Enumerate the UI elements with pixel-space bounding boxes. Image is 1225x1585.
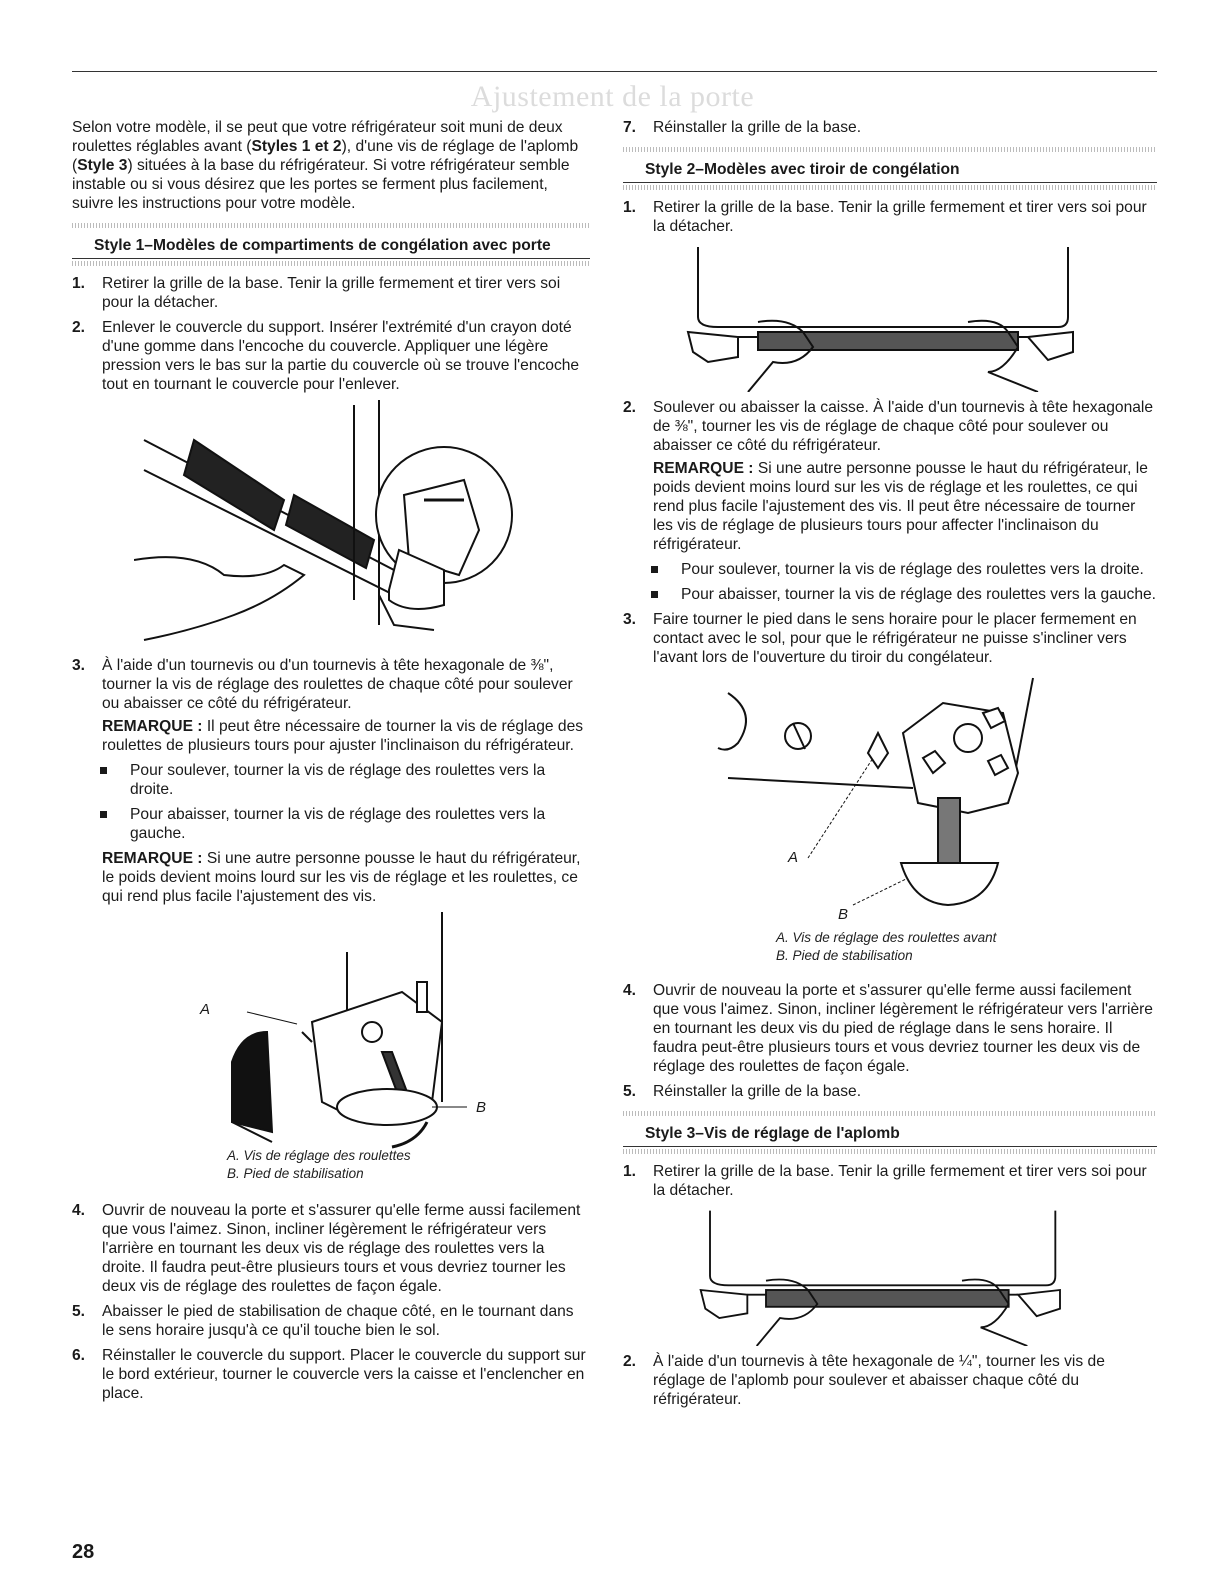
step-3: 3. À l'aide d'un tournevis ou d'un tournevis à tête hexagonale de ⅜", tourner la vis de réglage des roulettes de chaque côté pour soulever ou abaisser ce côté du réfrigérateur. REMARQUE : Il peut être nécessaire de tourner la vis de réglage des roulettes de plusieurs tours pour ajuster l'inclinaison du réfrigérateur. bbox=[72, 656, 590, 755]
style2-step-3: 3. Faire tourner le pied dans le sens horaire pour le placer fermement en contact avec le sol, pour que le réfrigérateur ne puisse s'incliner vers l'avant lors de l'ouverture du tiroir du congélateur. bbox=[623, 611, 1137, 666]
note-2: REMARQUE : Si une autre personne pousse le haut du réfrigérateur, le poids devient moins lourd sur les vis de réglage et les roulettes, ce qui rend plus facile l'ajustement des vis. bbox=[102, 850, 581, 905]
section-divider bbox=[72, 223, 590, 228]
step-4: 4. Ouvrir de nouveau la porte et s'assurer qu'elle ferme aussi facilement que vous l'aimez. Sinon, incliner légèrement le réfrigérateur vers l'arrière en tournant les deux vis de réglage des roulettes vers la droite. Il faudra peut-être plusieurs tours et vous devriez tourner les deux vis de réglage des roulettes de façon égale. bbox=[72, 1202, 581, 1295]
section-divider bbox=[623, 185, 1157, 190]
bullet-icon bbox=[651, 591, 658, 598]
top-rule bbox=[72, 71, 1157, 72]
caption-b: B. Pied de stabilisation bbox=[776, 948, 913, 963]
style3-heading: Style 3–Vis de réglage de l'aplomb bbox=[623, 1124, 1157, 1147]
step-1: 1. Retirer la grille de la base. Tenir la grille fermement et tirer vers soi pour la détacher. bbox=[72, 275, 561, 311]
cover-removal-illustration bbox=[134, 400, 534, 650]
step-2: 2. Enlever le couvercle du support. Insérer l'extrémité d'un crayon doté d'une gomme dans l'encoche du couvercle. Appliquer une légère pression vers le bas sur la partie du couvercle où se trouve l'encoche tout en tournant le couvercle pour l'enlever. bbox=[72, 319, 580, 393]
callout-b: B bbox=[476, 1099, 487, 1116]
bullet-icon bbox=[651, 566, 658, 573]
page-number: 28 bbox=[72, 1541, 95, 1563]
bullet-raise: Pour soulever, tourner la vis de réglage des roulettes vers la droite. bbox=[72, 761, 590, 799]
stabilizing-foot-illustration bbox=[623, 673, 1157, 913]
style1-heading: Style 1–Modèles de compartiments de congélation avec porte bbox=[72, 236, 590, 259]
caption-b: B. Pied de stabilisation bbox=[227, 1166, 364, 1181]
style3-step-1: 1. Retirer la grille de la base. Tenir la grille fermement et tirer vers soi pour la détacher. bbox=[623, 1163, 1147, 1199]
style2-step-2: 2. Soulever ou abaisser la caisse. À l'aide d'un tournevis à tête hexagonale de ⅜", tourner les vis de réglage de chaque côté pour soulever ou abaisser ce côté du réfrigérateur. REMARQUE : Si une autre personne pousse le haut du réfrigérateur, le poids devient moins lourd sur les vis de réglage et les roulettes, ce qui rend plus facile l'ajustement des vis. Il peut être nécessaire de tourner les vis de réglage de plusieurs tours pour affecter l'inclinaison du réfrigérateur. bbox=[623, 398, 1157, 554]
style2-note: REMARQUE : Si une autre personne pousse le haut du réfrigérateur, le poids devient moins lourd sur les vis de réglage et les roulettes, ce qui rend plus facile l'ajustement des vis. Il peut être nécessaire de tourner les vis de réglage de plusieurs tours pour affecter l'inclinaison du réfrigérateur. bbox=[653, 460, 1148, 553]
note-1: REMARQUE : Il peut être nécessaire de tourner la vis de réglage des roulettes de plusieurs tours pour ajuster l'inclinaison du réfrigérateur. bbox=[102, 718, 584, 754]
callout-b: B bbox=[838, 906, 849, 923]
style2-step-1: 1. Retirer la grille de la base. Tenir la grille fermement et tirer vers soi pour la détacher. bbox=[623, 199, 1147, 235]
bullet-icon bbox=[100, 811, 107, 818]
style2-heading: Style 2–Modèles avec tiroir de congélation bbox=[623, 160, 1157, 183]
bullet-icon bbox=[100, 767, 107, 774]
right-column bbox=[623, 118, 1157, 1415]
step-6: 6. Réinstaller le couvercle du support. Placer le couvercle du support sur le bord extérieur, tourner le couvercle vers la caisse et l'enclencher en place. bbox=[72, 1347, 586, 1402]
bullet-lower: Pour abaisser, tourner la vis de réglage des roulettes vers la gauche. bbox=[72, 805, 590, 843]
style2-bullet-raise: Pour soulever, tourner la vis de réglage des roulettes vers la droite. bbox=[623, 560, 1157, 579]
grille-removal-illustration bbox=[678, 242, 1078, 392]
callout-a: A bbox=[788, 849, 799, 866]
caption-a: A. Vis de réglage des roulettes bbox=[227, 1148, 411, 1163]
section-divider bbox=[623, 147, 1157, 152]
step-7: 7. Réinstaller la grille de la base. bbox=[623, 119, 862, 136]
roller-adjustment-illustration bbox=[72, 912, 590, 1157]
step-5: 5. Abaisser le pied de stabilisation de chaque côté, en le tournant dans le sens horaire jusqu'à ce qu'il touche bien le sol. bbox=[72, 1303, 574, 1339]
section-divider bbox=[623, 1149, 1157, 1154]
callout-a: A bbox=[200, 1001, 211, 1018]
section-divider bbox=[72, 261, 590, 266]
style2-step-4: 4. Ouvrir de nouveau la porte et s'assurer qu'elle ferme aussi facilement que vous l'aimez. Sinon, incliner légèrement le réfrigérateur vers l'arrière en tournant les deux vis du pied de réglage dans le sens horaire. Il faudra peut-être plusieurs tours et vous devriez tourner les deux vis de réglage des roulettes de façon égale. bbox=[623, 982, 1153, 1075]
foot-figure bbox=[623, 673, 1157, 963]
left-column bbox=[72, 118, 590, 1409]
style3-step-2: 2. À l'aide d'un tournevis à tête hexagonale de ¼", tourner les vis de réglage de l'aplomb pour soulever et abaisser chaque côté du réfrigérateur. bbox=[623, 1353, 1105, 1408]
style2-step-5: 5. Réinstaller la grille de la base. bbox=[623, 1083, 862, 1100]
section-divider bbox=[623, 1111, 1157, 1116]
style2-bullet-lower: Pour abaisser, tourner la vis de réglage des roulettes vers la gauche. bbox=[623, 585, 1157, 604]
intro-paragraph: Selon votre modèle, il se peut que votre réfrigérateur soit muni de deux roulettes réglables avant (Styles 1 et 2), d'une vis de réglage de l'aplomb (Style 3) situées à la base du réfrigérateur. Si votre réfrigérateur semble instable ou si vous désirez que les portes se ferment plus facilement, suivre les instructions pour votre modèle. bbox=[72, 119, 579, 212]
grille-removal-illustration-2 bbox=[678, 1206, 1078, 1346]
roller-figure bbox=[72, 912, 590, 1181]
page-title: Ajustement de la porte bbox=[470, 80, 755, 113]
caption-a: A. Vis de réglage des roulettes avant bbox=[776, 930, 997, 945]
